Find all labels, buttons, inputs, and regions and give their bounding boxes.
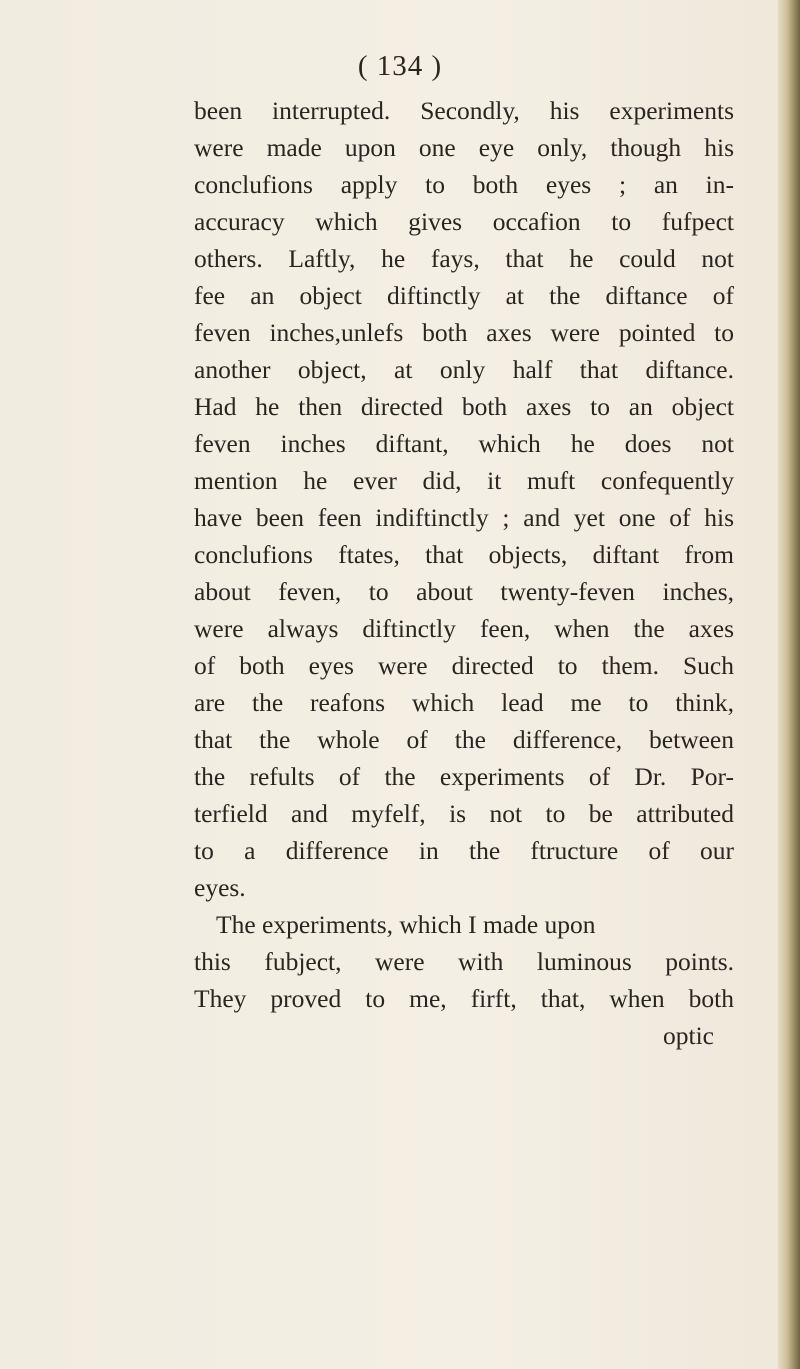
text-line: of both eyes were directed to them. Such — [194, 651, 734, 680]
text-line: Had he then directed both axes to an object — [194, 392, 734, 421]
page-edge — [778, 0, 800, 1369]
text-line: conclufions apply to both eyes ; an in- — [194, 170, 734, 199]
body-text — [194, 92, 734, 1054]
text-line: They proved to me, firft, that, when both — [194, 984, 734, 1013]
text-line: have been feen indiftinctly ; and yet one of his — [194, 503, 734, 532]
text-line: terfield and myfelf, is not to be attributed — [194, 799, 734, 828]
text-line: the refults of the experiments of Dr. Por- — [194, 762, 734, 791]
text-line: been interrupted. Secondly, his experiments — [194, 96, 734, 125]
catchword: optic — [663, 1021, 714, 1050]
text-line: feven inches diftant, which he does not — [194, 429, 734, 458]
text-line: The experiments, which I made upon — [216, 910, 596, 939]
text-line: feven inches,unlefs both axes were pointed to — [194, 318, 734, 347]
page-number: ( 134 ) — [357, 50, 443, 82]
text-line: another object, at only half that diftance. — [194, 355, 734, 384]
text-line: eyes. — [194, 873, 246, 902]
text-line: conclufions ftates, that objects, diftant from — [194, 540, 734, 569]
text-line: were always diftinctly feen, when the axes — [194, 614, 734, 643]
text-line: that the whole of the difference, between — [194, 725, 734, 754]
text-line: accuracy which gives occafion to fufpect — [194, 207, 734, 236]
text-line: are the reafons which lead me to think, — [194, 688, 734, 717]
text-line: others. Laftly, he fays, that he could not — [194, 244, 734, 273]
text-line: about feven, to about twenty-feven inches, — [194, 577, 734, 606]
text-line: mention he ever did, it muft confequently — [194, 466, 734, 495]
text-line: to a difference in the ftructure of our — [194, 836, 734, 865]
text-line: fee an object diftinctly at the diftance of — [194, 281, 734, 310]
text-line: were made upon one eye only, though his — [194, 133, 734, 162]
text-line: this fubject, were with luminous points. — [194, 947, 734, 976]
